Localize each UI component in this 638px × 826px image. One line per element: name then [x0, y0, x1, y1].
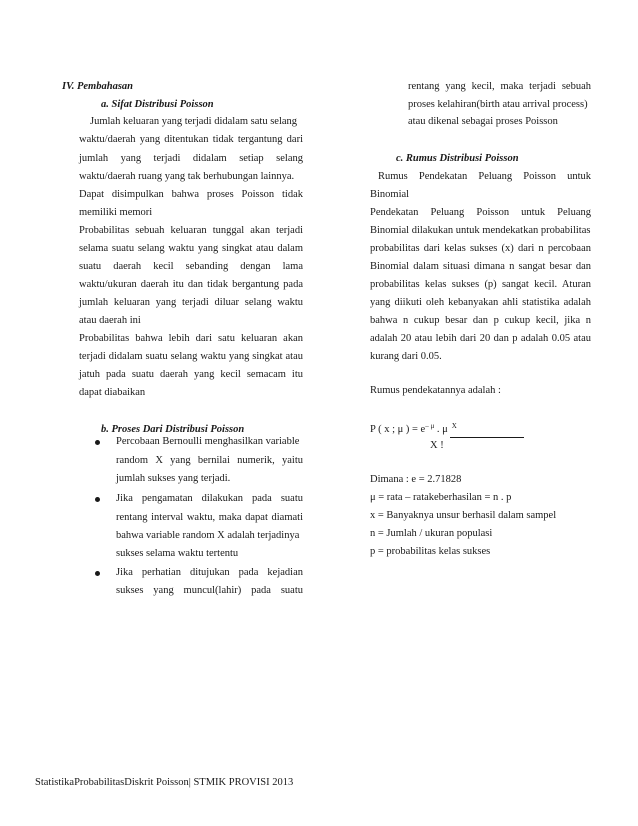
text-line: jumlah keluaran yang terjadi diluar selang waktu	[79, 297, 303, 308]
text-line: bahwa n cukup besar dan p cukup kecil, jika n	[370, 315, 591, 326]
text-line: terjadi didalam suatu selang waktu yang singkat atau	[79, 351, 303, 362]
text-line: waktu/ukuran daerah itu dan tidak bergantung pada	[79, 279, 303, 290]
fraction-bar	[450, 437, 524, 438]
section-heading: IV. Pembahasan	[62, 81, 133, 92]
text-line: Probabilitas sebuah keluaran tunggal akan terjadi	[79, 225, 303, 236]
text-line: random X yang bernilai numerik, yaitu	[116, 455, 303, 466]
text-line: memiliki memori	[79, 207, 153, 218]
text-line: Jika perhatian ditujukan pada kejadian	[116, 567, 303, 578]
definition-line: p = probabilitas kelas sukses	[370, 546, 491, 557]
text-line: Binomial	[370, 189, 410, 200]
bullet-icon	[95, 497, 100, 502]
text-line: Dapat disimpulkan bahwa proses Poisson tidak	[79, 189, 303, 200]
text-line: probabilitas dari kelas sukses (x) dari n percobaan	[370, 243, 591, 254]
text-line: rentang yang kecil, maka terjadi sebuah	[408, 81, 591, 92]
definition-line: μ = rata – ratakeberhasilan = n . p	[370, 492, 512, 503]
page-footer: StatistikaProbabilitasDiskrit Poisson| STMIK PROVISI 2013	[35, 777, 294, 788]
text-line: adalah 20 atau lebih dari 20 dan p adalah 0.05 atau	[370, 333, 591, 344]
formula-intro: Rumus pendekatannya adalah :	[370, 385, 501, 396]
text-line: bahwa variable random X adalah terjadinya	[116, 530, 300, 541]
subheading-rumus: c. Rumus Distribusi Poisson	[396, 153, 519, 164]
text-line: rentang interval waktu, maka dapat diamati	[116, 512, 303, 523]
text-line: Probabilitas bahwa lebih dari satu keluaran akan	[79, 333, 303, 344]
subheading-sifat: a. Sifat Distribusi Poisson	[101, 99, 214, 110]
text-line: probabilitas kelas sukses (p) sangat kecil. Aturan	[370, 279, 591, 290]
text-line: sukses selama waktu tertentu	[116, 548, 239, 559]
text-line: atau dikenal sebagai proses Poisson	[408, 116, 558, 127]
text-line: kurang dari 0.05.	[370, 351, 442, 362]
text-line: Jumlah keluaran yang terjadi didalam satu selang	[90, 116, 298, 127]
text-line: Jika pengamatan dilakukan pada suatu	[116, 493, 303, 504]
definition-line: x = Banyaknya unsur berhasil dalam sampel	[370, 510, 557, 521]
definition-line: n = Jumlah / ukuran populasi	[370, 528, 493, 539]
formula-denominator: X !	[430, 440, 444, 451]
text-line: sukses yang muncul(lahir) pada suatu	[116, 585, 303, 596]
text-line: dapat diabaikan	[79, 387, 146, 398]
text-line: suatu daerah kecil sebanding dengan lama	[79, 261, 303, 272]
text-line: atau daerah ini	[79, 315, 141, 326]
definition-line: Dimana : e = 2.71828	[370, 474, 462, 485]
subheading-proses: b. Proses Dari Distribusi Poisson	[101, 424, 245, 435]
text-line: Binomial dalam situasi dimana n sangat besar dan	[370, 261, 591, 272]
text-line: Percobaan Bernoulli menghasilkan variable	[116, 436, 300, 447]
bullet-icon	[95, 440, 100, 445]
text-line: jumlah sukses yang terjadi.	[116, 473, 231, 484]
text-line: proses kelahiran(birth atau arrival process)	[408, 99, 588, 110]
text-line: Binomial dilakukan untuk mendekatkan probabilitas	[370, 225, 591, 236]
text-line: yang diikuti oleh kebanyakan ahli statistika adalah	[370, 297, 591, 308]
formula-numerator: P ( x ; μ ) = $e^{- \mu}$ . μ $^X$	[370, 422, 457, 435]
text-line: waktu/daerah yang ditentukan tidak tergantung dari	[79, 134, 303, 145]
text-line: Rumus Pendekatan Peluang Poisson untuk	[378, 171, 591, 182]
text-line: selama suatu selang waktu yang singkat atau dalam	[79, 243, 303, 254]
text-line: waktu/daerah ruang yang tak berhubungan lainnya.	[79, 171, 295, 182]
bullet-icon	[95, 571, 100, 576]
text-line: jumlah yang terjadi didalam setiap selang	[79, 153, 303, 164]
text-line: Pendekatan Peluang Poisson untuk Peluang	[370, 207, 591, 218]
text-line: jatuh pada suatu daerah yang kecil semacam itu	[79, 369, 303, 380]
